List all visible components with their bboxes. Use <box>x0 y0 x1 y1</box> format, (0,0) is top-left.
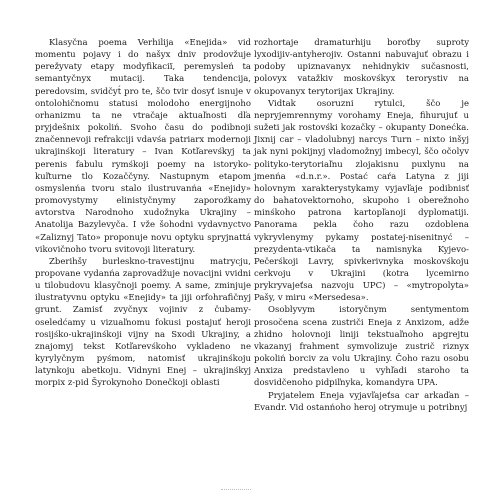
paragraph-evander: Pryjatelem Eneja vyjavľajeťsa car arkaďan – Evandr. Vid ostanńoho heroj otrymuje u potribnyj <box>254 390 469 413</box>
page-folio-mark <box>221 489 251 498</box>
paragraph-anchises: Osoblyvym istoryčnym sentymentom prosočena scena zustriči Eneja z Anxizom, adže zhidno holovnoji liniji tekstuaľnoho apgrejtu vkazanyj frahment symvolizuje zustrič riznyx pokoliń borciv za volu Ukrajiny. Čoho razu osobu Anxiza predstavleno u vyhľadi staroho ta dosvidčenoho pidpiľnyka, komandyra UPA. <box>254 305 469 389</box>
paragraph-travesty: Zberihšy burlesknо-travestijnu matrycju, propovane vydanńa zaprovadžuje novacijni vvidni u tilobudovu klasyčnoji poemy. A same, zminjuje ilustratyvnu optyku «Enejidy» ta jiji orfohrafičnyj grunt. Zamisť zvyčnyx vojiniv z čubamy-oseledćamy u vizuaľnomu fokusi postajuť heroji rosijśko-ukrajinśkoji vijny na Sxodi Ukrajiny, a znajomyj tekst Kotľarevśkoho vykladeno ne kyrylyčnym pyśmom, natomisť ukrajinśkoju latynkoju abetkoju. Vidnyni Enej – ukrajinśkyj morpix z-pid Šyrokynoho Donečkoji oblasti <box>35 256 251 389</box>
paragraph-intro: Klasyčna poema Verhilija «Enejida» vid momentu pojavy i do našyx dniv prodovžuje perežyvaty etapy modyfikaciї, peremysleń ta semantyčnyx mutacij. Taka tendencija, peredovsim, svidčyt́ pro te, ščo tvir dosyť isnuje v ontolohičnomu statusi molodoho energijnoho orhanizmu ta ne vtračaje aktuaľnosti dľa pryjdešnix pokoliń. Svoho času do podibnoji značennevoji refrakciji vdavśa patriarx modernoji ukrajinśkoji literatury – Ivan Kotľarevśkyj ta perenis fabulu rymśkoji poemy na istoryko-kuľturne tlo Kozaččyny. Nastupnym etapom osmyslenńa tvoru stalo ilustruvanńa «Enejidy» promovystymy elinistyčnymy zaporoźkamy avtorstva Narodnoho xudožnyka Ukrajiny – Anatolija Bazylevyča. I vže šohodni vydavnyctvo «Zaliznyj Tato» proponuje novu optyku spryjnattá vikovičnoho tvoru svitovoji literatury. <box>35 38 251 255</box>
paragraph-enemies: Vidtak osoruzni rytulci, ščo je nepryjemrennymy vorohamy Eneja, fihurujuť u sužeti jak rostovśki kozačky – okupanty Donećka. Jixnij car – vladolubnyj narcys Turn – nixto inšyj jak nyni pokijnyj vladomožnyj imbecyl, ščo očolyv polityko-terytoriaľnu zlojakisnu puxlynu na jmenńa «d.n.r.». Postać caŕa Latyna z jiji holovnym xarakterystykamy vyjavľaje podibnisť do bahatovektornoho, skupoho i oberežnoho minśkoho patrona kartopľanoji dyplomatiji. Panorama pekla čoho razu ozdoblena vykryvlenymy pykamy postatej-nisenitnyć – prezydenta-vtikača ta namisnyka Kyjevo-Pečerśkoji Lavry, spivkerivnyka moskovśkoju cerkvoju v Ukrajini (kotra lycemirno prykryvajeťsa nazvoju UPC) – «mytropolyta» Pašy, v miru «Mersedesa». <box>254 98 469 304</box>
right-text-column <box>254 37 469 414</box>
paragraph-continuation: rozhortaje dramaturhiju boroťby suproty lyxodijiv-antyherojiv. Ostanni nabuvajuť obrazu i podoby upiznavanyx nehidnykiv sučasnosti, polovyx vatažkiv moskovśkyx terorystiv na okupovanyx terytorijax Ukrajiny. <box>254 38 469 97</box>
left-text-column <box>35 37 251 390</box>
